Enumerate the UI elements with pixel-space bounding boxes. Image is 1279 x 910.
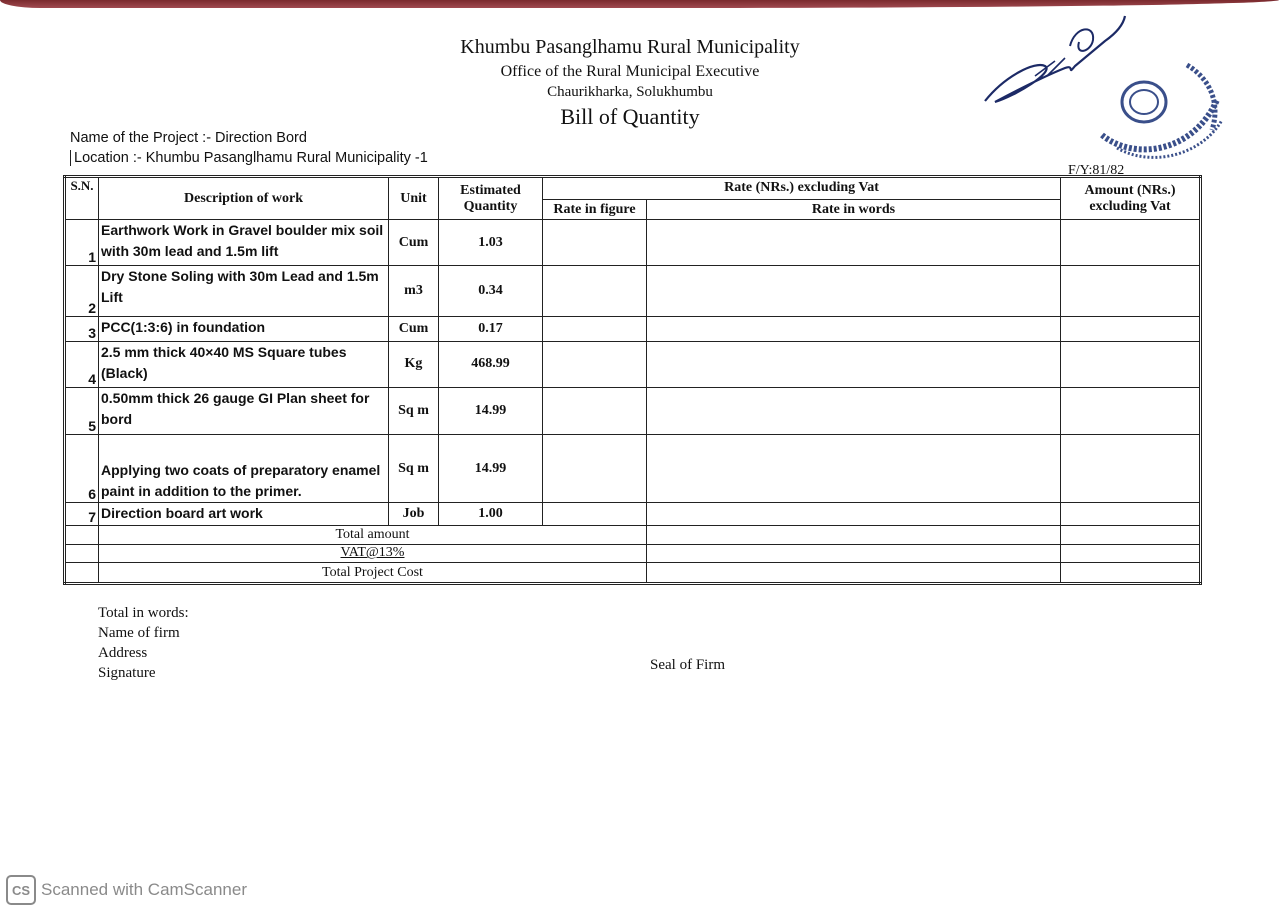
- municipality-name: Khumbu Pasanglhamu Rural Municipality: [460, 36, 800, 58]
- col-rate-words-header: Rate in words: [647, 199, 1061, 220]
- total-amount-value: [1061, 526, 1201, 545]
- signature-label: Signature: [98, 665, 156, 681]
- project-cost-value: [1061, 563, 1201, 584]
- project-cost-words: [647, 563, 1061, 584]
- row-quantity: 1.00: [439, 503, 543, 526]
- table-row: [65, 317, 1201, 342]
- row-sn: 6: [65, 435, 99, 503]
- fiscal-year: F/Y:81/82: [1068, 163, 1125, 178]
- col-rate-figure-header: Rate in figure: [543, 199, 647, 220]
- row-quantity: 0.34: [439, 265, 543, 317]
- row-rate-figure: [543, 435, 647, 503]
- total-amount-label: Total amount: [99, 526, 647, 545]
- row-description: Applying two coats of preparatory enamel paint in addition to the primer.: [99, 435, 389, 503]
- row-rate-figure: [543, 503, 647, 526]
- row-rate-figure: [543, 317, 647, 342]
- total-in-words-label: Total in words:: [98, 605, 189, 621]
- project-location: Location :- Khumbu Pasanglhamu Rural Municipality -1: [70, 150, 428, 166]
- row-rate-figure: [543, 342, 647, 387]
- row-quantity: 14.99: [439, 435, 543, 503]
- row-description: 0.50mm thick 26 gauge GI Plan sheet for bord: [99, 387, 389, 435]
- camscanner-text: Scanned with CamScanner: [41, 880, 248, 899]
- row-rate-words: [647, 387, 1061, 435]
- col-quantity-header: Estimated Quantity: [439, 177, 543, 220]
- row-quantity: 0.17: [439, 317, 543, 342]
- row-rate-figure: [543, 265, 647, 317]
- row-unit: Cum: [389, 220, 439, 265]
- table-row: [65, 387, 1201, 435]
- row-quantity: 14.99: [439, 387, 543, 435]
- row-description: PCC(1:3:6) in foundation: [99, 317, 389, 342]
- col-sn-header: S.N.: [65, 177, 99, 220]
- row-description: Direction board art work: [99, 503, 389, 526]
- project-cost-row: [65, 563, 1201, 584]
- seal-of-firm-label: Seal of Firm: [650, 657, 725, 673]
- vat-row: [65, 544, 1201, 563]
- row-quantity: 1.03: [439, 220, 543, 265]
- row-amount: [1061, 317, 1201, 342]
- row-amount: [1061, 503, 1201, 526]
- col-description-header: Description of work: [99, 177, 389, 220]
- row-rate-words: [647, 265, 1061, 317]
- row-rate-words: [647, 503, 1061, 526]
- row-rate-words: [647, 220, 1061, 265]
- row-description: Dry Stone Soling with 30m Lead and 1.5m Lift: [99, 265, 389, 317]
- vat-words: [647, 544, 1061, 563]
- col-rate-group-header: Rate (NRs.) excluding Vat: [543, 177, 1061, 200]
- table-row: [65, 503, 1201, 526]
- camscanner-logo-icon: CS: [6, 875, 36, 905]
- row-sn: 3: [65, 317, 99, 342]
- row-sn: 7: [65, 503, 99, 526]
- row-rate-figure: [543, 387, 647, 435]
- row-amount: [1061, 220, 1201, 265]
- row-amount: [1061, 342, 1201, 387]
- row-sn: 2: [65, 265, 99, 317]
- bill-of-quantity-table: [63, 175, 1202, 585]
- row-amount: [1061, 387, 1201, 435]
- vat-value: [1061, 544, 1201, 563]
- col-amount-header: Amount (NRs.) excluding Vat: [1061, 177, 1201, 220]
- row-sn: 1: [65, 220, 99, 265]
- table-row: [65, 265, 1201, 317]
- row-amount: [1061, 265, 1201, 317]
- row-unit: m3: [389, 265, 439, 317]
- total-sn-cell: [65, 526, 99, 545]
- project-cost-label: Total Project Cost: [99, 563, 647, 584]
- project-name: Name of the Project :- Direction Bord: [70, 130, 307, 146]
- row-sn: 4: [65, 342, 99, 387]
- total-amount-words: [647, 526, 1061, 545]
- office-name: Office of the Rural Municipal Executive: [500, 63, 760, 80]
- col-unit-header: Unit: [389, 177, 439, 220]
- address-label: Address: [98, 645, 148, 661]
- table-header-row: [65, 177, 1201, 200]
- seal-icon: [1092, 60, 1224, 170]
- place-name: Chaurikharka, Solukhumbu: [547, 84, 713, 100]
- row-rate-words: [647, 342, 1061, 387]
- table-row: [65, 435, 1201, 503]
- row-description: 2.5 mm thick 40×40 MS Square tubes (Black): [99, 342, 389, 387]
- row-unit: Cum: [389, 317, 439, 342]
- total-amount-row: [65, 526, 1201, 545]
- vat-label: VAT@13%: [99, 544, 647, 563]
- row-sn: 5: [65, 387, 99, 435]
- cost-sn-cell: [65, 563, 99, 584]
- row-rate-figure: [543, 220, 647, 265]
- row-unit: Job: [389, 503, 439, 526]
- row-quantity: 468.99: [439, 342, 543, 387]
- document-title: Bill of Quantity: [560, 104, 700, 129]
- table-row: [65, 342, 1201, 387]
- vat-sn-cell: [65, 544, 99, 563]
- row-unit: Kg: [389, 342, 439, 387]
- table-row: [65, 220, 1201, 265]
- row-unit: Sq m: [389, 387, 439, 435]
- row-unit: Sq m: [389, 435, 439, 503]
- firm-name-label: Name of firm: [98, 625, 180, 641]
- row-rate-words: [647, 317, 1061, 342]
- row-amount: [1061, 435, 1201, 503]
- row-description: Earthwork Work in Gravel boulder mix soil with 30m lead and 1.5m lift: [99, 220, 389, 265]
- row-rate-words: [647, 435, 1061, 503]
- camscanner-watermark: [6, 875, 247, 905]
